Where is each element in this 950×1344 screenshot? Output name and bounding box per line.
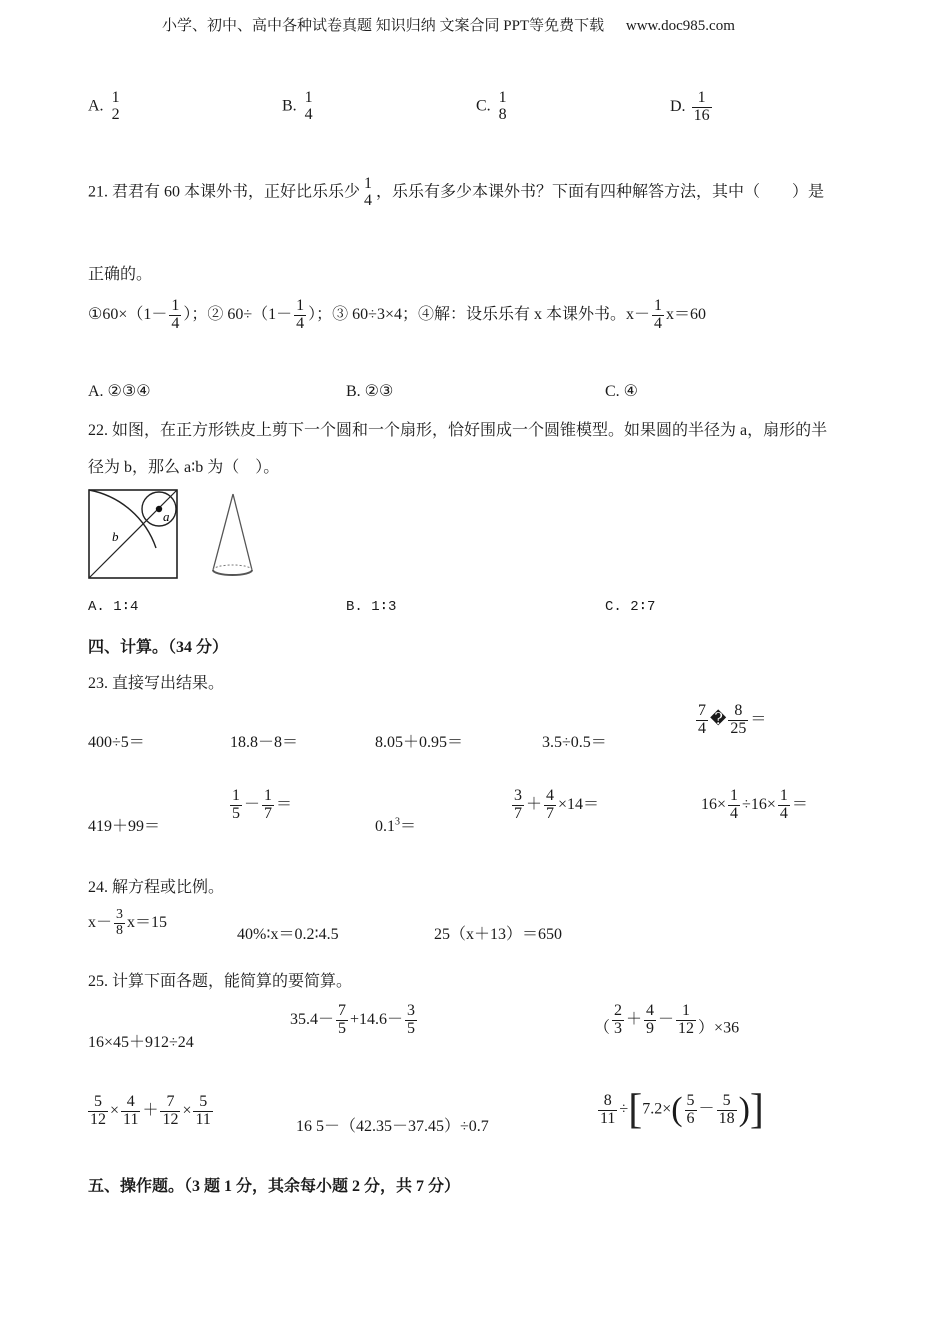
q22-option-a[interactable]: A. 1∶4 [88, 599, 139, 615]
q23-item-7: $\frac{1}{5}$ － $\frac{1}{7}$ ＝ [232, 787, 293, 822]
q21-option-b[interactable]: B. ②③ [346, 383, 394, 400]
q22-question-line1: 22. 如图，在正方形铁皮上剪下一个圆和一个扇形，恰好围成一个圆锥模型。如果圆的半径为 a，扇形的半 [88, 422, 828, 439]
figure-label-b: b [112, 529, 119, 544]
section-5-title: 五、操作题。（3 题 1 分，其余每小题 2 分，共 7 分） [88, 1178, 461, 1195]
q23-item-1: 400÷5＝ [88, 734, 145, 751]
q25-item-c: （ $\frac{2}{3}$ ＋ $\frac{4}{9}$ － $\frac{1}{12}$ ）×36 [594, 1002, 740, 1037]
q20-option-a[interactable]: A. 1 2 [88, 89, 120, 123]
q23-item-5: $\frac{7}{4}$ � $\frac{8}{25}$ ＝ [698, 702, 767, 737]
q23-item-8: $0.1^3=$ [375, 816, 417, 835]
q21-methods: ①60×（1－ $\frac{1}{4}$ ）；② 60÷（1－ $\frac{1}{4}$ ）；③ 60÷3×4；④解：设乐乐有 x 本课外书。x－ $\frac{1}{4}$ x＝60 [88, 297, 706, 332]
q21-option-c[interactable]: C. ④ [605, 383, 639, 400]
q25-title: 25. 计算下面各题，能简算的要简算。 [88, 973, 353, 990]
q21-question: 21. 君君有 60 本课外书，正好比乐乐少 1 4 ，乐乐有多少本课外书？下面有四种解答方法，其中（ ）是 [88, 175, 825, 209]
q23-item-2: 18.8－8＝ [230, 734, 299, 751]
header-site: www.doc985.com [625, 18, 735, 34]
q23-title: 23. 直接写出结果。 [88, 675, 225, 692]
q20-option-b[interactable]: B. 1 4 [282, 89, 313, 123]
q23-item-4: 3.5÷0.5＝ [542, 734, 607, 751]
q24-title: 24. 解方程或比例。 [88, 879, 225, 896]
q20-option-d[interactable]: D. $\frac{1}{16}$ [670, 89, 710, 124]
cone-figure [206, 490, 258, 582]
q22-option-b[interactable]: B. 1∶3 [346, 599, 397, 615]
q23-item-9: $\frac{3}{7}$ ＋ $\frac{4}{7}$ ×14＝ [514, 787, 600, 822]
q25-item-f: $\frac{8}{11}$ ÷[7.2×( $\frac{5}{6}$ － $\frac{5}{18}$ )] [600, 1087, 764, 1133]
q22-option-c[interactable]: C. 2∶7 [605, 599, 656, 615]
q24-equation-1: x－ $\frac{3}{8}$ x＝15 [88, 907, 168, 938]
header-text: 小学、初中、高中各种试卷真题 知识归纳 文案合同 PPT等免费下载 [162, 18, 605, 34]
q23-item-3: 8.05＋0.95＝ [375, 734, 464, 751]
q25-item-d: $\frac{5}{12}$ × $\frac{4}{11}$ ＋ $\frac{7}{12}$ × $\frac{5}{11}$ [90, 1093, 211, 1128]
q25-item-e: 16 5－（42.35－37.45）÷0.7 [296, 1118, 489, 1135]
q22-question-line2: 径为 b，那么 a∶b 为（ ）。 [88, 459, 280, 476]
q24-equation-2: 40%∶x＝0.2∶4.5 [237, 926, 339, 943]
q25-item-a: 16×45＋912÷24 [88, 1034, 194, 1051]
section-4-title: 四、计算。（34 分） [88, 639, 229, 656]
q23-item-6: 419＋99＝ [88, 818, 161, 835]
q24-equation-3: 25（x＋13）＝650 [434, 926, 563, 943]
q21-question-cont: 正确的。 [88, 266, 153, 283]
q25-item-b: 35.4－ $\frac{7}{5}$ +14.6－ $\frac{3}{5}$ [290, 1002, 416, 1037]
q20-option-c[interactable]: C. 1 8 [476, 89, 507, 123]
page-header [162, 14, 735, 35]
figure-label-a: a [163, 509, 170, 524]
q21-option-a[interactable]: A. ②③④ [88, 383, 151, 400]
q23-item-10: 16× $\frac{1}{4}$ ÷16× $\frac{1}{4}$ ＝ [701, 787, 808, 822]
square-sheet-figure [86, 487, 182, 583]
